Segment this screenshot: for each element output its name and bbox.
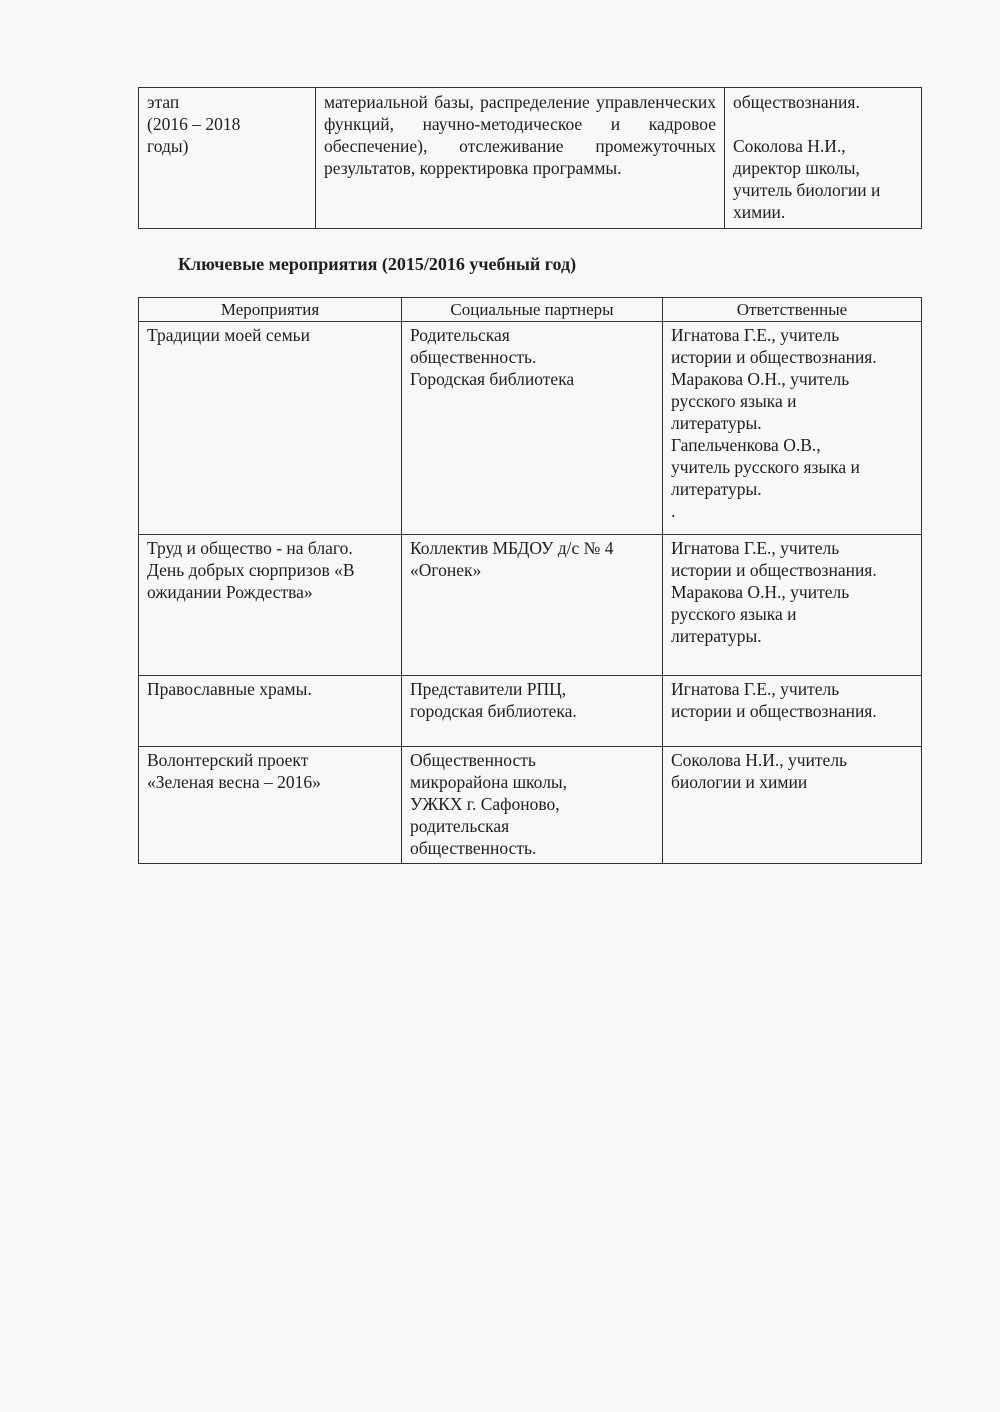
responsible-line: химии. xyxy=(733,202,786,222)
responsible-line: Соколова Н.И., xyxy=(733,136,846,156)
responsible-line: истории и обществознания. xyxy=(671,701,877,721)
event-cell xyxy=(139,322,402,535)
event-line: Православные храмы. xyxy=(147,679,312,699)
responsible-line: литературы. xyxy=(671,413,762,433)
event-line: Труд и общество - на благо. xyxy=(147,538,353,558)
responsible-line: обществознания. xyxy=(733,92,860,112)
responsible-line: Соколова Н.И., учитель xyxy=(671,750,848,770)
column-header-events: Мероприятия xyxy=(139,298,402,322)
event-cell xyxy=(139,535,402,676)
responsible-cell xyxy=(663,747,922,864)
table-row xyxy=(139,88,922,229)
responsible-line: литературы. xyxy=(671,479,762,499)
spacer xyxy=(733,113,913,135)
event-line: ожидании Рождества» xyxy=(147,582,313,602)
responsible-line: истории и обществознания. xyxy=(671,560,877,580)
responsible-line: . xyxy=(671,501,676,521)
event-cell xyxy=(139,676,402,747)
responsible-cell xyxy=(663,535,922,676)
column-header-responsible: Ответственные xyxy=(663,298,922,322)
responsible-line: истории и обществознания. xyxy=(671,347,877,367)
table-row xyxy=(139,535,922,676)
table-row xyxy=(139,676,922,747)
event-line: День добрых сюрпризов «В xyxy=(147,560,355,580)
responsible-line: биологии и химии xyxy=(671,772,808,792)
partner-line: Городская библиотека xyxy=(410,369,575,389)
table-header-row xyxy=(139,298,922,322)
responsible-line: русского языка и xyxy=(671,604,797,624)
responsible-line: директор школы, xyxy=(733,158,860,178)
table-row xyxy=(139,747,922,864)
responsible-line: русского языка и xyxy=(671,391,797,411)
responsible-cell xyxy=(663,322,922,535)
partners-cell xyxy=(402,676,663,747)
stage-line: (2016 – 2018 xyxy=(147,114,241,134)
responsible-line: учитель биологии и xyxy=(733,180,881,200)
responsible-cell xyxy=(663,676,922,747)
partner-line: общественность. xyxy=(410,347,537,367)
partner-line: Коллектив МБДОУ д/с № 4 xyxy=(410,538,614,558)
responsible-line: учитель русского языка и xyxy=(671,457,860,477)
event-line: «Зеленая весна – 2016» xyxy=(147,772,321,792)
partner-line: общественность. xyxy=(410,838,537,858)
partners-cell xyxy=(402,747,663,864)
partner-line: городская библиотека. xyxy=(410,701,577,721)
table-row xyxy=(139,322,922,535)
event-line: Традиции моей семьи xyxy=(147,325,310,345)
section-heading: Ключевые мероприятия (2015/2016 учебный год) xyxy=(178,254,577,274)
stage-cell xyxy=(139,88,316,229)
partner-line: Родительская xyxy=(410,325,510,345)
partner-line: Общественность xyxy=(410,750,536,770)
stage-line: годы) xyxy=(147,136,189,156)
responsible-line: Маракова О.Н., учитель xyxy=(671,582,850,602)
stage-content-cell: материальной базы, распределение управленческих функций, научно-методическое и кадровое обеспечение), отслеживание промежуточных результатов, корректировка программы. xyxy=(316,88,725,229)
column-header-partners: Социальные партнеры xyxy=(402,298,663,322)
responsible-line: Игнатова Г.Е., учитель xyxy=(671,325,840,345)
event-line: Волонтерский проект xyxy=(147,750,309,770)
program-stages-table xyxy=(138,87,922,229)
partner-line: «Огонек» xyxy=(410,560,482,580)
stage-responsible-cell xyxy=(725,88,922,229)
stage-line: этап xyxy=(147,92,180,112)
responsible-line: Игнатова Г.Е., учитель xyxy=(671,538,840,558)
partner-line: микрорайона школы, xyxy=(410,772,568,792)
key-events-table xyxy=(138,297,922,864)
responsible-line: Маракова О.Н., учитель xyxy=(671,369,850,389)
partner-line: Представители РПЦ, xyxy=(410,679,567,699)
responsible-line: Гапельченкова О.В., xyxy=(671,435,821,455)
partner-line: родительская xyxy=(410,816,510,836)
partner-line: УЖКХ г. Сафоново, xyxy=(410,794,560,814)
responsible-line: Игнатова Г.Е., учитель xyxy=(671,679,840,699)
partners-cell xyxy=(402,535,663,676)
responsible-line: литературы. xyxy=(671,626,762,646)
partners-cell xyxy=(402,322,663,535)
event-cell xyxy=(139,747,402,864)
